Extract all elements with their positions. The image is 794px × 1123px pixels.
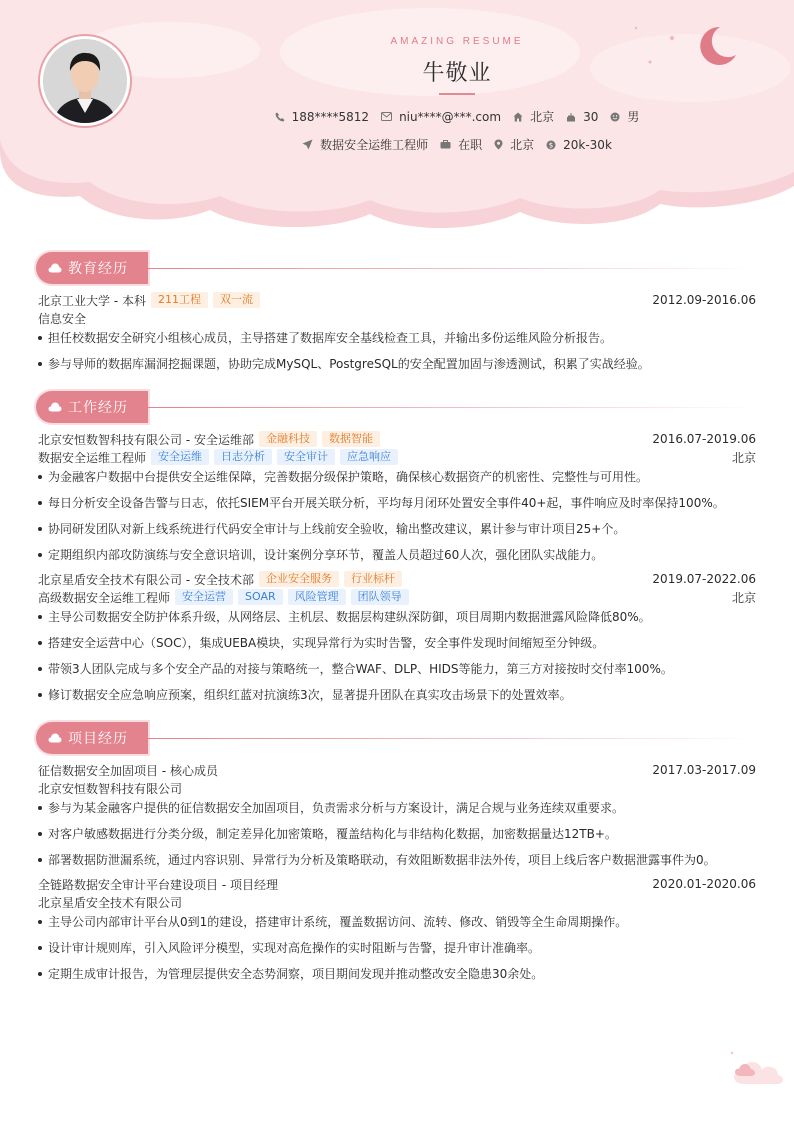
- skill-tag: 应急响应: [340, 449, 398, 465]
- job-date: 2019.07-2022.06: [652, 572, 756, 586]
- section-divider: [148, 268, 758, 269]
- candidate-name: 牛敬业: [422, 61, 492, 86]
- info-job-status: [440, 136, 482, 153]
- job-position: 数据安全运维工程师: [38, 450, 147, 465]
- job-city: 北京: [731, 590, 756, 605]
- job-position: 高级数据安全运维工程师: [38, 590, 171, 605]
- job-city: 北京: [731, 450, 756, 465]
- section-pill: [36, 722, 148, 754]
- cloud-icon: [48, 263, 62, 273]
- project-company-row: [38, 780, 756, 796]
- project-bullet: 定期生成审计报告，为管理层提供安全态势洞察，项目期间发现并推动整改安全隐患30余处。: [38, 966, 756, 982]
- skill-tag: 安全运营: [175, 589, 233, 605]
- school-tag: 双一流: [213, 292, 260, 308]
- job-bullet: 每日分析安全设备告警与日志，依托SIEM平台开展关联分析，平均每月闭环处置安全事件40+起，事件响应及时率保持100%。: [38, 495, 756, 511]
- company-department: 北京星盾安全技术有限公司 - 安全技术部: [38, 572, 254, 587]
- education-bullet: 担任校数据安全研究小组核心成员，主导搭建了数据库安全基线检查工具，并输出多份运维风险分析报告。: [38, 330, 756, 346]
- section-divider: [148, 407, 758, 408]
- project-name-role: 征信数据安全加固项目 - 核心成员: [38, 763, 218, 778]
- info-target-city: [494, 136, 534, 153]
- company-department: 北京安恒数智科技有限公司 - 安全运维部: [38, 432, 254, 447]
- education-date: 2012.09-2016.06: [652, 293, 756, 307]
- skill-tag: 安全运维: [151, 449, 209, 465]
- project-date: 2020.01-2020.06: [652, 877, 756, 891]
- job-bullet: 为金融客户数据中台提供安全运维保障，完善数据分级保护策略，确保核心数据资产的机密性、完整性与可用性。: [38, 469, 756, 485]
- target-position: 数据安全运维工程师: [320, 138, 429, 152]
- job-position-row: [38, 449, 756, 465]
- info-phone: [275, 110, 369, 124]
- job-bullet: 修订数据安全应急响应预案，组织红蓝对抗演练3次，显著提升团队在真实攻击场景下的处置效率。: [38, 687, 756, 703]
- job-status: 在职: [458, 138, 483, 152]
- job-bullet: 主导公司数据安全防护体系升级，从网络层、主机层、数据层构建纵深防御，项目周期内数据泄露风险降低80%。: [38, 609, 756, 625]
- footer-cloud-icon: [730, 1050, 786, 1086]
- project-entry-header: [38, 762, 756, 778]
- info-salary: [546, 138, 612, 152]
- job-bullet: 带领3人团队完成与多个安全产品的对接与策略统一，整合WAF、DLP、HIDS等能力，第三方对接按时交付率100%。: [38, 661, 756, 677]
- briefcase-icon: [440, 140, 451, 149]
- skill-tag: 日志分析: [214, 449, 272, 465]
- school-tag: 211工程: [151, 292, 208, 308]
- section-pill: [36, 391, 148, 423]
- skill-tag: 风险管理: [288, 589, 346, 605]
- info-gender: [610, 108, 639, 125]
- info-email: [381, 110, 501, 124]
- age: 30: [583, 109, 599, 124]
- job-bullet: 搭建安全运营中心（SOC），集成UEBA模块，实现异常行为实时告警，安全事件发现时间缩短至分钟级。: [38, 635, 756, 651]
- company-tag: 金融科技: [259, 431, 317, 447]
- city: 北京: [530, 110, 555, 124]
- mail-icon: [381, 112, 392, 121]
- company-tag: 行业标杆: [344, 571, 402, 587]
- project-section-header: [36, 722, 756, 754]
- education-bullet: 参与导师的数据库漏洞挖掘课题，协助完成MySQL、PostgreSQL的安全配置加固与渗透测试，积累了实战经验。: [38, 356, 756, 372]
- project-bullet: 对客户敏感数据进行分类分级，制定差异化加密策略，覆盖结构化与非结构化数据，加密数据量达12TB+。: [38, 826, 756, 842]
- project-entry-header: [38, 876, 756, 892]
- skill-tag: 安全审计: [277, 449, 335, 465]
- resume-header: [0, 0, 794, 232]
- info-age: [566, 110, 598, 124]
- project-company: 北京星盾安全技术有限公司: [38, 895, 183, 910]
- project-bullet: 部署数据防泄漏系统，通过内容识别、异常行为分析及策略联动，有效阻断数据非法外传，项目上线后客户数据泄露事件为0。: [38, 852, 756, 868]
- section-pill: [36, 252, 148, 284]
- work-section-header: [36, 391, 756, 423]
- project-name-role: 全链路数据安全审计平台建设项目 - 项目经理: [38, 877, 278, 892]
- education-major-row: [38, 310, 756, 326]
- project-bullet: 参与为某金融客户提供的征信数据安全加固项目，负责需求分析与方案设计，满足合规与业务连续双重要求。: [38, 800, 756, 816]
- phone-icon: [275, 112, 285, 122]
- job-entry-header: [38, 431, 756, 447]
- svg-text:$: $: [548, 141, 554, 150]
- section-divider: [148, 738, 758, 739]
- cloud-icon: [48, 733, 62, 743]
- job-intent-row: [0, 136, 794, 153]
- cloud-icon: [48, 402, 62, 412]
- email-address: niu****@***.com: [399, 109, 502, 124]
- location-pin-icon: [494, 139, 503, 150]
- face-icon: [610, 112, 620, 122]
- name-underline: [439, 93, 475, 95]
- project-date: 2017.03-2017.09: [652, 763, 756, 777]
- company-tag: 企业安全服务: [259, 571, 339, 587]
- money-icon: [546, 140, 556, 150]
- job-entry-header: [38, 571, 756, 587]
- expected-salary: 20k-30k: [563, 137, 612, 152]
- job-position-row: [38, 589, 756, 605]
- skill-tag: 团队领导: [351, 589, 409, 605]
- send-icon: [302, 139, 313, 150]
- section-title: 项目经历: [68, 731, 128, 747]
- project-company: 北京安恒数智科技有限公司: [38, 781, 183, 796]
- home-icon: [513, 112, 523, 122]
- company-tag: 数据智能: [322, 431, 380, 447]
- project-bullet: 设计审计规则库，引入风险评分模型，实现对高危操作的实时阻断与告警，提升审计准确率。: [38, 940, 756, 956]
- phone-number: 188****5812: [291, 109, 370, 124]
- school-degree: 北京工业大学 - 本科: [38, 293, 146, 308]
- project-company-row: [38, 894, 756, 910]
- job-bullet: 定期组织内部攻防演练与安全意识培训，设计案例分享环节，覆盖人员超过60人次，强化团队实战能力。: [38, 547, 756, 563]
- job-bullet: 协同研发团队对新上线系统进行代码安全审计与上线前安全验收，输出整改建议，累计参与审计项目25+个。: [38, 521, 756, 537]
- cake-icon: [566, 112, 576, 122]
- contact-info-row: [0, 108, 794, 125]
- major: 信息安全: [38, 311, 87, 326]
- info-city: [513, 108, 554, 125]
- target-city: 北京: [510, 138, 535, 152]
- resume-tagline: AMAZING RESUME: [390, 36, 524, 47]
- education-entry-header: [38, 292, 756, 308]
- job-date: 2016.07-2019.06: [652, 432, 756, 446]
- section-title: 工作经历: [68, 400, 128, 416]
- project-bullet: 主导公司内部审计平台从0到1的建设，搭建审计系统，覆盖数据访问、流转、修改、销毁等全生命周期操作。: [38, 914, 756, 930]
- skill-tag: SOAR: [238, 589, 283, 605]
- education-section-header: [36, 252, 756, 284]
- section-title: 教育经历: [68, 261, 128, 277]
- info-target-position: [302, 136, 428, 153]
- gender: 男: [627, 110, 640, 124]
